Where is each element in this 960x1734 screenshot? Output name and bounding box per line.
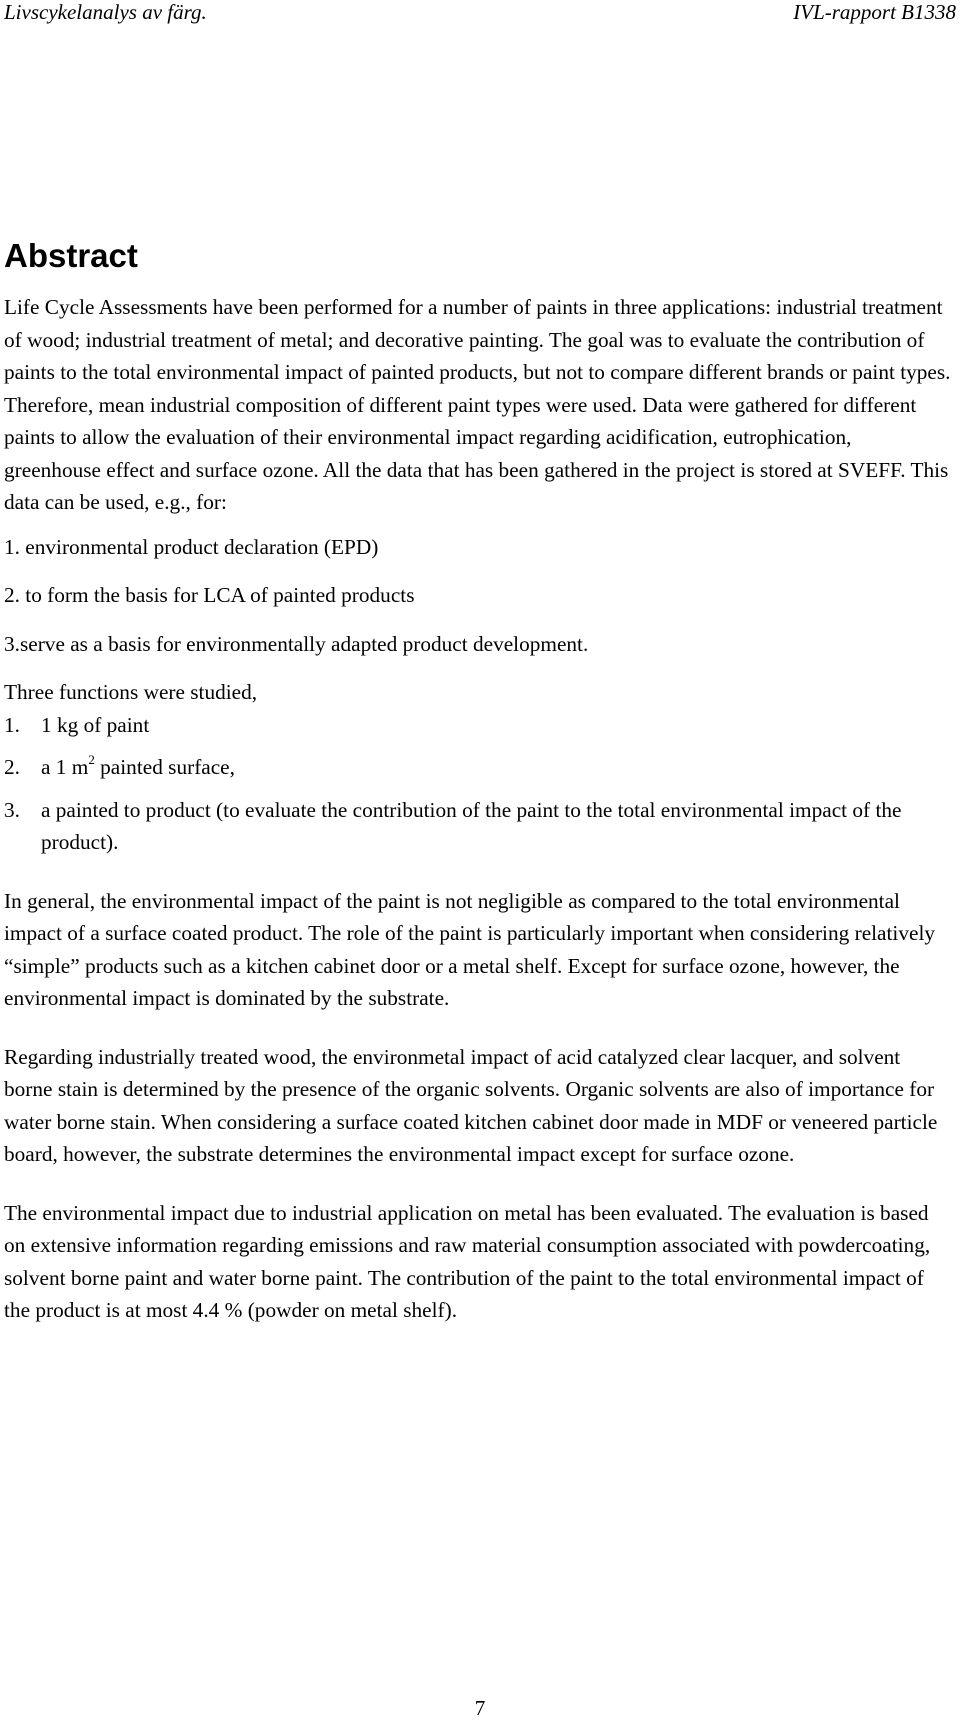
list-text: a 1 m bbox=[41, 755, 89, 779]
list-number: 3. bbox=[4, 797, 20, 822]
page-number: 7 bbox=[474, 1696, 486, 1720]
functions-lead: Three functions were studied, bbox=[4, 680, 258, 704]
list-text: a painted to product (to evaluate the contribution of the paint to the total environmental impact of the product). bbox=[41, 797, 902, 854]
intro-paragraph: Life Cycle Assessments have been performed for a number of paints in three applications: industrial treatment of wood; industrial treatment of metal; and decorative painting. The goal was to evaluate the contribution of paints to the total environmental impact of painted products, but not to compare different brands or paint types. Therefore, mean industrial composition of different paint types were used. Data were gathered for different paints to allow the evaluation of their environmental impact regarding acidification, eutrophication, greenhouse effect and surface ozone. All the data that has been gathered in the project is stored at SVEFF. This data can be used, e.g., for: bbox=[4, 295, 951, 514]
body-paragraph: In general, the environmental impact of the paint is not negligible as compared to the total environmental impact of a surface coated product. The role of the paint is particularly important when considering relatively “simple” products such as a kitchen cabinet door or a metal shelf. Except for surface ozone, however, the environmental impact is dominated by the substrate. bbox=[4, 888, 936, 1010]
running-header bbox=[0, 0, 960, 24]
list-item: 3.serve as a basis for environmentally adapted product development. bbox=[4, 631, 589, 656]
list-item bbox=[4, 709, 952, 742]
list-item: 1. environmental product declaration (EPD) bbox=[4, 534, 379, 559]
list-text: 1 kg of paint bbox=[41, 712, 150, 737]
body-paragraph: Regarding industrially treated wood, the environmetal impact of acid catalyzed clear lacquer, and solvent borne stain is determined by the presence of the organic solvents. Organic solvents are also of importance for water borne stain. When considering a surface coated kitchen cabinet door made in MDF or veneered particle board, however, the substrate determines the environmental impact except for surface ozone. bbox=[4, 1044, 938, 1166]
list-item: 2. to form the basis for LCA of painted products bbox=[4, 583, 415, 607]
body-paragraph: The environmental impact due to industrial application on metal has been evaluated. The evaluation is based on extensive information regarding emissions and raw material consumption associated with powdercoating, solvent borne paint and water borne paint. The contribution of the paint to the total environmental impact of the product is at most 4.4 % (powder on metal shelf). bbox=[4, 1200, 931, 1322]
abstract-section bbox=[4, 236, 952, 1327]
header-report-number: IVL-rapport B1338 bbox=[793, 0, 956, 24]
list-number: 1. bbox=[4, 712, 20, 737]
list-text: painted surface, bbox=[94, 755, 235, 779]
header-report-title: Livscykelanalys av färg. bbox=[4, 0, 207, 24]
superscript: 2 bbox=[88, 751, 95, 767]
uses-list bbox=[4, 531, 952, 661]
list-number: 2. bbox=[4, 755, 20, 779]
list-item bbox=[4, 751, 952, 784]
functions-list bbox=[4, 709, 952, 859]
section-title: Abstract bbox=[4, 237, 138, 274]
list-item bbox=[4, 794, 952, 859]
